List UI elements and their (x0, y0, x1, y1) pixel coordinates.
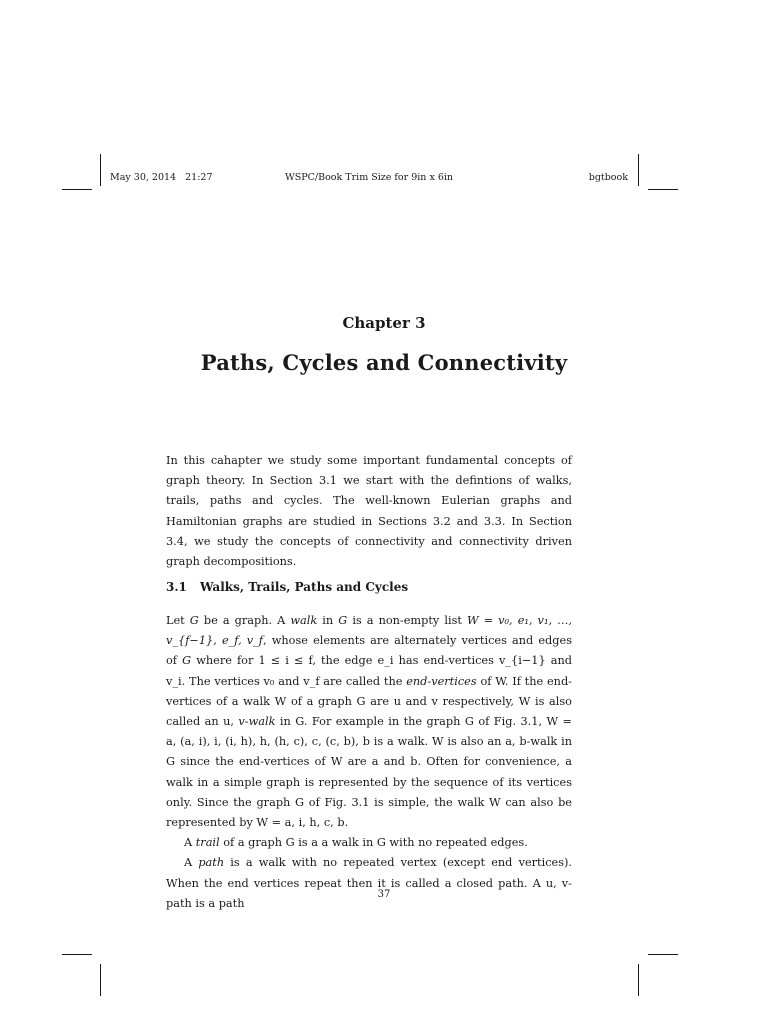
text: , whose elements are alternately vertices and edges of (166, 634, 572, 668)
text: where for 1 ≤ i ≤ f, the edge e_i has end-vertices v_{i−1} and v_i. The vertices v₀ and v_f are called the (166, 654, 572, 688)
crop-mark (100, 154, 101, 186)
crop-mark (638, 154, 639, 186)
text: A (184, 836, 196, 850)
running-head-trim: WSPC/Book Trim Size for 9in x 6in (284, 172, 454, 183)
running-head (110, 172, 628, 183)
term-walk: walk (290, 614, 318, 627)
intro-block (166, 451, 572, 572)
running-head-book: bgtbook (588, 172, 628, 183)
math-var: G (189, 614, 199, 627)
paragraph-trail (166, 833, 572, 853)
section-heading (166, 580, 572, 594)
math-var: G (182, 654, 192, 668)
page-number: 37 (377, 889, 391, 900)
text: in (317, 614, 339, 627)
text: A (184, 856, 199, 870)
term-trail: trail (195, 836, 220, 850)
crop-mark (62, 189, 92, 190)
term-v-walk: v-walk (238, 715, 276, 729)
section-number: 3.1 (166, 580, 187, 594)
text: is a non-empty list (347, 614, 467, 627)
text: of W. If the end-vertices of a walk W of a graph G are u and v respectively, W is also called an u, (166, 674, 572, 729)
text: be a graph. A (198, 614, 291, 627)
chapter-title: Paths, Cycles and Connectivity (200, 350, 568, 375)
section-title: Walks, Trails, Paths and Cycles (200, 580, 409, 594)
intro-paragraph: In this cahapter we study some important fundamental concepts of graph theory. In Section 3.1 we start with the defintions of walks, trails, paths and cycles. The well-known Eulerian graphs and Hamiltonian graphs are studied in Sections 3.2 and 3.3. In Section 3.4, we study the concepts of connectivity and connectivity driven graph decompositions. (166, 454, 572, 569)
crop-mark (648, 954, 678, 955)
term-end-vertices: end-vertices (406, 674, 477, 688)
section-body (166, 611, 572, 914)
paragraph-walk (166, 611, 572, 833)
text: is a walk with no repeated vertex (except end vertices). When the end vertices repeat then it is called a closed path. A u, v-path is a path (166, 856, 572, 910)
text: in G. For example in the graph G of Fig. 3.1, W = a, (a, i), i, (i, h), h, (h, c), c, (c, b), b is a walk. W is also an a, b-walk in G since the end-vertices of W are a and b. Often for convenience, a walk in a simple graph is represented by the sequence of its vertices only. Since the graph G of Fig. 3.1 is simple, the walk W can also be represented by W = a, i, h, c, b. (166, 715, 572, 830)
crop-mark (62, 954, 92, 955)
crop-mark (100, 964, 101, 996)
term-path: path (198, 856, 225, 870)
crop-mark (648, 189, 678, 190)
running-head-date: May 30, 2014 21:27 (110, 172, 213, 183)
math-expression: W = v₀, e₁, v₁, …, v_{f−1}, e_f, v_f (166, 614, 573, 648)
chapter-label: Chapter 3 (342, 314, 426, 332)
crop-mark (638, 964, 639, 996)
paragraph-path (166, 853, 572, 914)
math-var: G (338, 614, 348, 627)
text: of a graph G is a a walk in G with no repeated edges. (219, 836, 528, 850)
text: Let (166, 614, 190, 627)
